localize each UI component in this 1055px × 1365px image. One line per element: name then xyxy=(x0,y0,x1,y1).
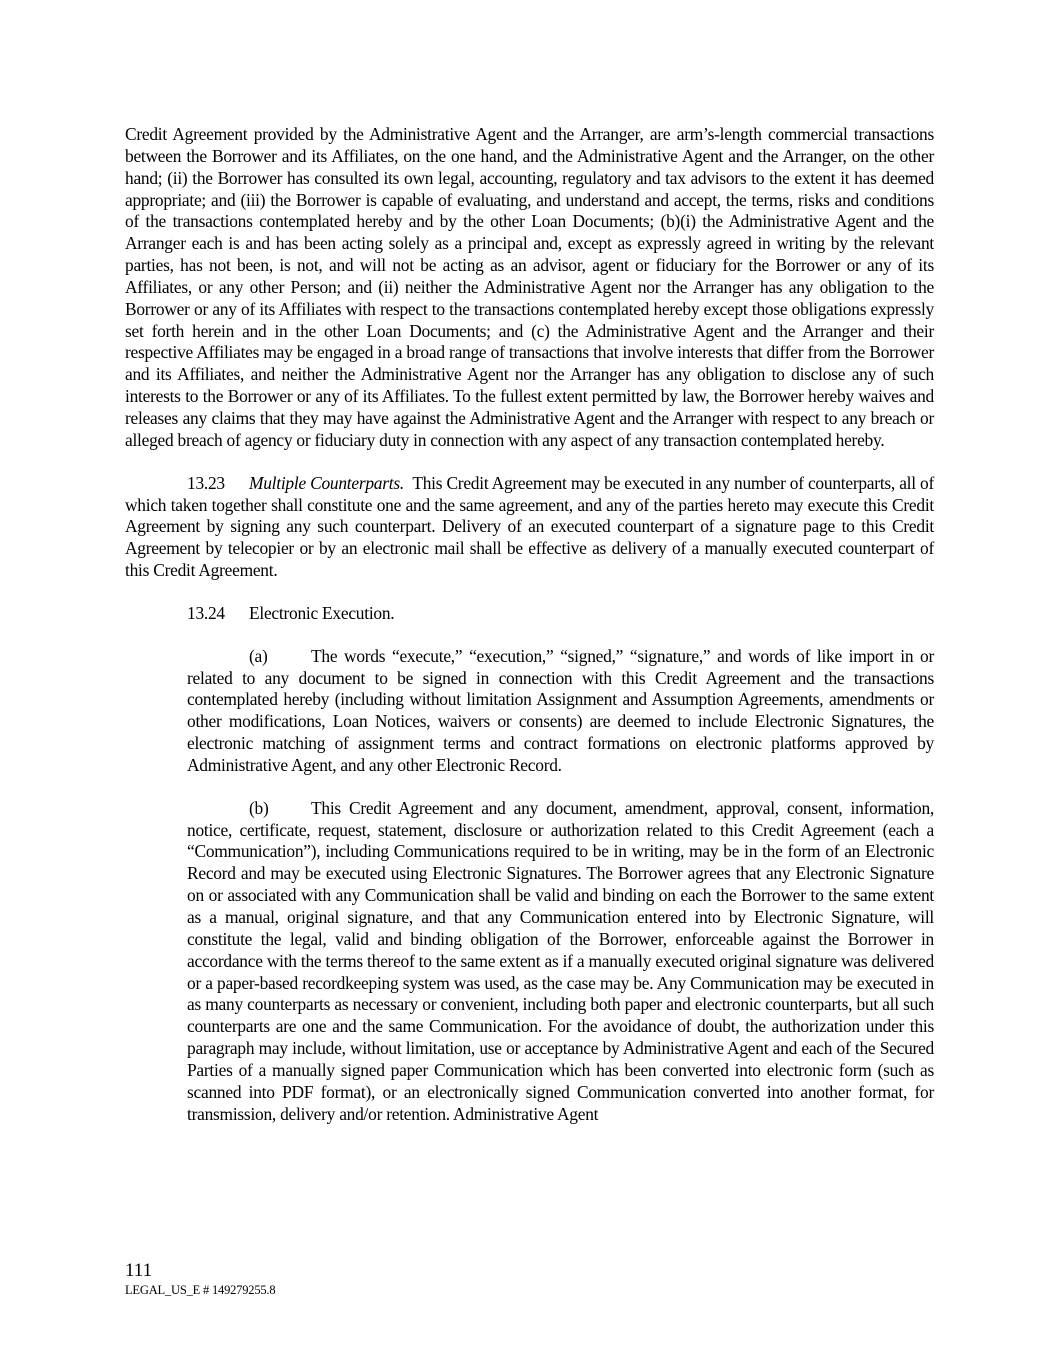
section-13-24-b-text: This Credit Agreement and any document, amendment, approval, consent, information, notice, certificate, request, statement, disclosure or authorization related to this Credit Agreement (each a “Communication”), including Communications required to be in writing, may be in the form of an Electronic Record and may be executed using Electronic Signatures. The Borrower agrees that any Electronic Signature on or associated with any Communication shall be valid and binding on each the Borrower to the same extent as a manual, original signature, and that any Communication entered into by Electronic Signature, will constitute the legal, valid and binding obligation of the Borrower, enforceable against the Borrower in accordance with the terms thereof to the same extent as if a manually executed original signature was delivered or a paper-based recordkeeping system was used, as the case may be. Any Communication may be executed in as many counterparts as necessary or convenient, including both paper and electronic counterparts, but all such counterparts are one and the same Communication. For the avoidance of doubt, the authorization under this paragraph may include, without limitation, use or acceptance by Administrative Agent and each of the Secured Parties of a manually signed paper Communication which has been converted into electronic form (such as scanned into PDF format), or an electronically signed Communication converted into another format, for transmission, delivery and/or retention. Administrative Agent xyxy=(187,797,934,1124)
section-13-24-a-text: The words “execute,” “execution,” “signed,” “signature,” and words of like import in or related to any document to be signed in connection with this Credit Agreement and the transactions contemplated hereby (including without limitation Assignment and Assumption Agreements, amendments or other modifications, Loan Notices, waivers or consents) are deemed to include Electronic Signatures, the electronic matching of assignment terms and contract formations on electronic platforms approved by Administrative Agent, and any other Electronic Record. xyxy=(187,645,934,775)
section-13-24-title: Electronic Execution. xyxy=(249,602,395,623)
section-13-23-title: Multiple Counterparts. xyxy=(249,472,404,493)
section-13-24-b-label: (b) xyxy=(249,797,269,818)
document-body xyxy=(125,124,934,1146)
document-id: LEGAL_US_E # 149279255.8 xyxy=(125,1283,276,1297)
section-13-24-heading xyxy=(125,603,934,625)
section-13-23-text: This Credit Agreement may be executed in any number of counterparts, all of which taken together shall constitute one and the same agreement, and any of the parties hereto may execute this Credit Agreement by signing any such counterpart. Delivery of an executed counterpart of a signature page to this Credit Agreement by telecopier or by an electronic mail shall be effective as delivery of a manually executed counterpart of this Credit Agreement. xyxy=(125,472,934,581)
section-13-23-paragraph xyxy=(125,473,934,582)
section-13-23-number: 13.23 xyxy=(187,472,225,493)
section-13-24-number: 13.24 xyxy=(187,602,225,623)
continuation-paragraph: Credit Agreement provided by the Administrative Agent and the Arranger, are arm’s-length commercial transactions between the Borrower and its Affiliates, on the one hand, and the Administrative Agent and the Arranger, on the other hand; (ii) the Borrower has consulted its own legal, accounting, regulatory and tax advisors to the extent it has deemed appropriate; and (iii) the Borrower is capable of evaluating, and understand and accept, the terms, risks and conditions of the transactions contemplated hereby and by the other Loan Documents; (b)(i) the Administrative Agent and the Arranger each is and has been acting solely as a principal and, except as expressly agreed in writing by the relevant parties, has not been, is not, and will not be acting as an advisor, agent or fiduciary for the Borrower or any of its Affiliates, or any other Person; and (ii) neither the Administrative Agent nor the Arranger has any obligation to the Borrower or any of its Affiliates with respect to the transactions contemplated hereby except those obligations expressly set forth herein and in the other Loan Documents; and (c) the Administrative Agent and the Arranger and their respective Affiliates may be engaged in a broad range of transactions that involve interests that differ from the Borrower and its Affiliates, and neither the Administrative Agent nor the Arranger has any obligation to disclose any of such interests to the Borrower or any of its Affiliates. To the fullest extent permitted by law, the Borrower hereby waives and releases any claims that they may have against the Administrative Agent and the Arranger with respect to any breach or alleged breach of agency or fiduciary duty in connection with any aspect of any transaction contemplated hereby. xyxy=(125,124,934,450)
page-footer xyxy=(125,1260,275,1298)
section-13-24-a-label: (a) xyxy=(249,645,268,666)
page-number: 111 xyxy=(125,1260,153,1281)
section-13-24-b-paragraph xyxy=(187,798,934,1126)
section-13-24-a-paragraph xyxy=(187,646,934,777)
